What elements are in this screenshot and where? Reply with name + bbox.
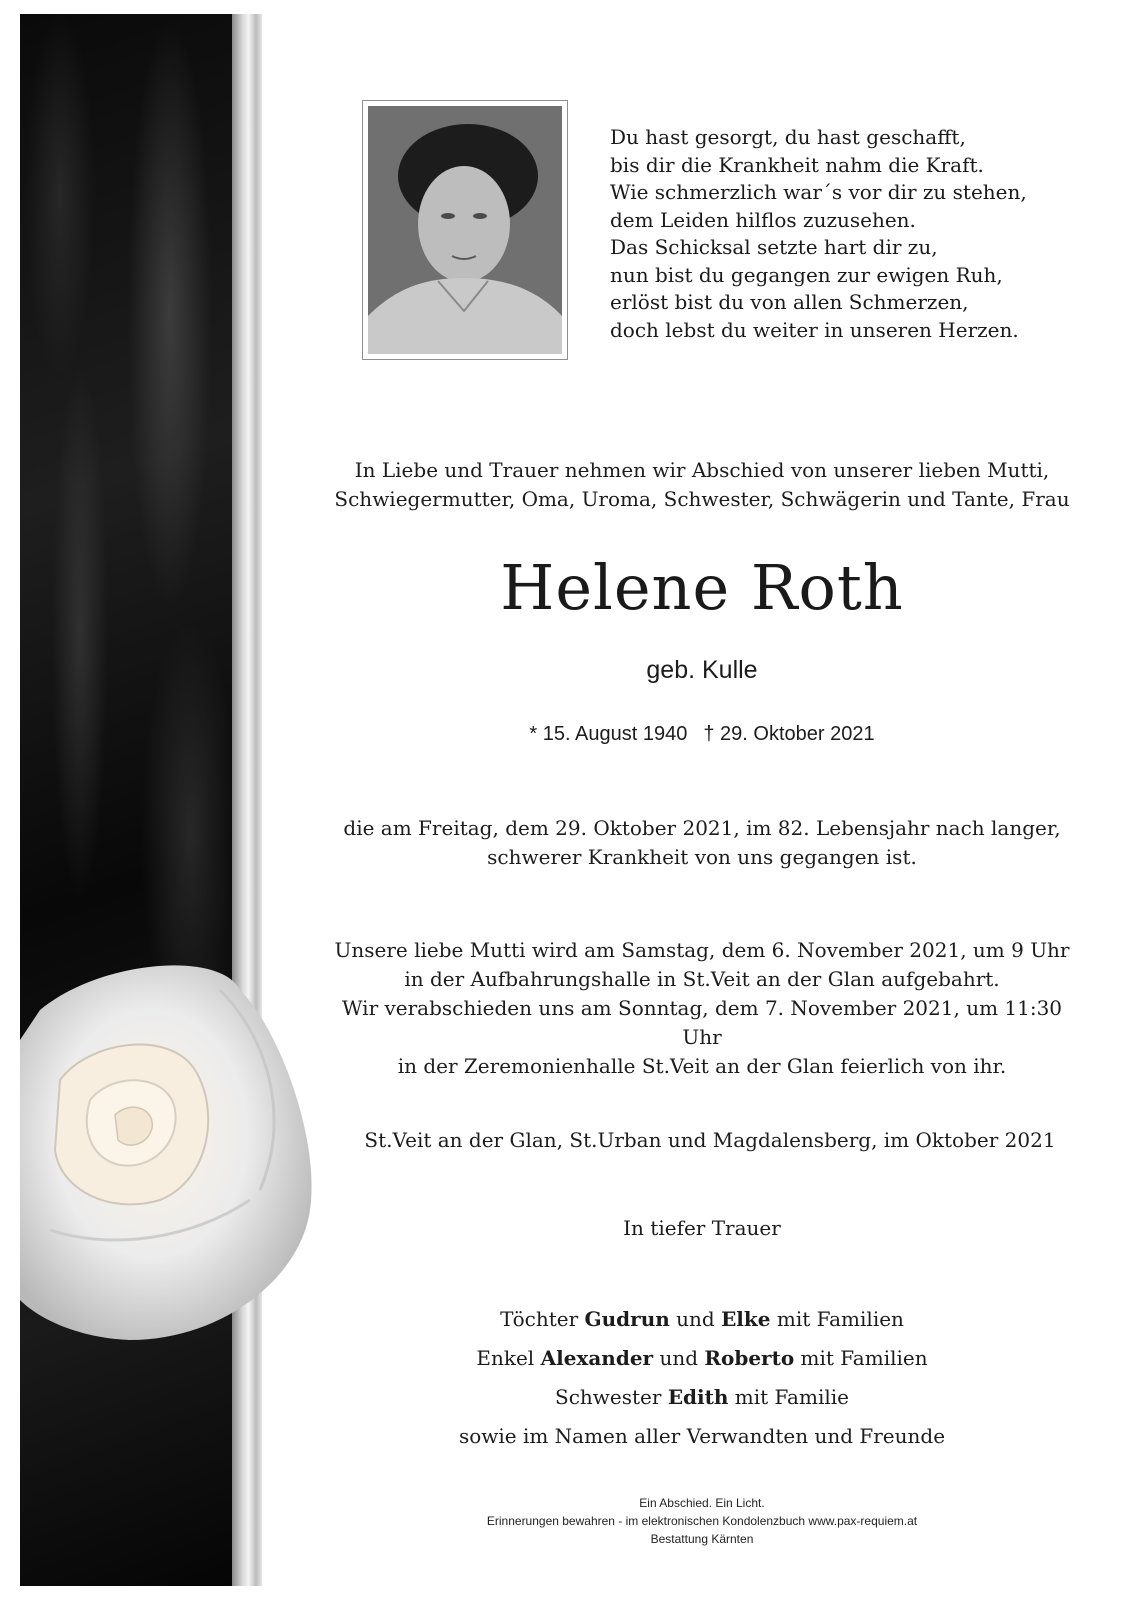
footer (322, 1494, 1082, 1548)
passing-text (322, 814, 1082, 872)
portrait-photo (368, 106, 562, 354)
mourners-line: Enkel Alexander und Roberto mit Familien (476, 1346, 928, 1370)
footer-condolence-link: Erinnerungen bewahren - im elektronischen Kondolenzbuch www.pax-requiem.at (486, 1514, 918, 1528)
poem-line: nun bist du gegangen zur ewigen Ruh, (610, 262, 1003, 287)
place-and-date: St.Veit an der Glan, St.Urban und Magdalensberg, im Oktober 2021 (364, 1128, 1056, 1152)
birth-date: * 15. August 1940 (529, 723, 688, 745)
intro-line: In Liebe und Trauer nehmen wir Abschied von unserer lieben Mutti, (354, 458, 1050, 482)
black-drape-band (20, 14, 232, 1586)
mourners-list (322, 1300, 1082, 1456)
mourners-line: Schwester Edith mit Familie (555, 1385, 849, 1409)
death-date: † 29. Oktober 2021 (703, 723, 875, 745)
poem-line: bis dir die Krankheit nahm die Kraft. (610, 152, 984, 177)
poem-line: Das Schicksal setzte hart dir zu, (610, 235, 938, 259)
funeral-line: Wir verabschieden uns am Sonntag, dem 7. November 2021, um 11:30 Uhr (341, 996, 1063, 1049)
intro-text (322, 456, 1082, 514)
poem-line: Du hast gesorgt, du hast geschafft, (610, 125, 966, 149)
funeral-details (322, 936, 1082, 1081)
silver-stripe (232, 14, 262, 1586)
funeral-line: Unsere liebe Mutti wird am Samstag, dem 6. November 2021, um 9 Uhr (334, 938, 1070, 962)
poem-line: Wie schmerzlich war´s vor dir zu stehen, (610, 180, 1027, 204)
intro-line: Schwiegermutter, Oma, Uroma, Schwester, Schwägerin und Tante, Frau (334, 487, 1070, 511)
mourners-line: Töchter Gudrun und Elke mit Familien (500, 1307, 904, 1331)
deceased-name: Helene Roth (500, 551, 904, 624)
poem-line: doch lebst du weiter in unseren Herzen. (610, 317, 1019, 342)
life-dates (322, 720, 1082, 748)
passing-line: schwerer Krankheit von uns gegangen ist. (487, 845, 917, 869)
portrait-frame (362, 100, 568, 360)
maiden-name: geb. Kulle (646, 656, 758, 684)
footer-tagline: Ein Abschied. Ein Licht. (639, 1496, 765, 1510)
funeral-line: in der Aufbahrungshalle in St.Veit an der Glan aufgebahrt. (404, 967, 1000, 991)
white-rose-image (20, 950, 330, 1350)
funeral-line: in der Zeremonienhalle St.Veit an der Glan feierlich von ihr. (397, 1054, 1007, 1078)
poem (610, 124, 1080, 344)
mourners-line: sowie im Namen aller Verwandten und Freunde (458, 1424, 946, 1448)
poem-line: dem Leiden hilflos zuzusehen. (610, 207, 916, 232)
passing-line: die am Freitag, dem 29. Oktober 2021, im 82. Lebensjahr nach langer, (343, 816, 1061, 840)
footer-undertaker: Bestattung Kärnten (650, 1532, 754, 1546)
mourning-line: In tiefer Trauer (623, 1216, 781, 1240)
poem-line: erlöst bist du von allen Schmerzen, (610, 290, 969, 314)
